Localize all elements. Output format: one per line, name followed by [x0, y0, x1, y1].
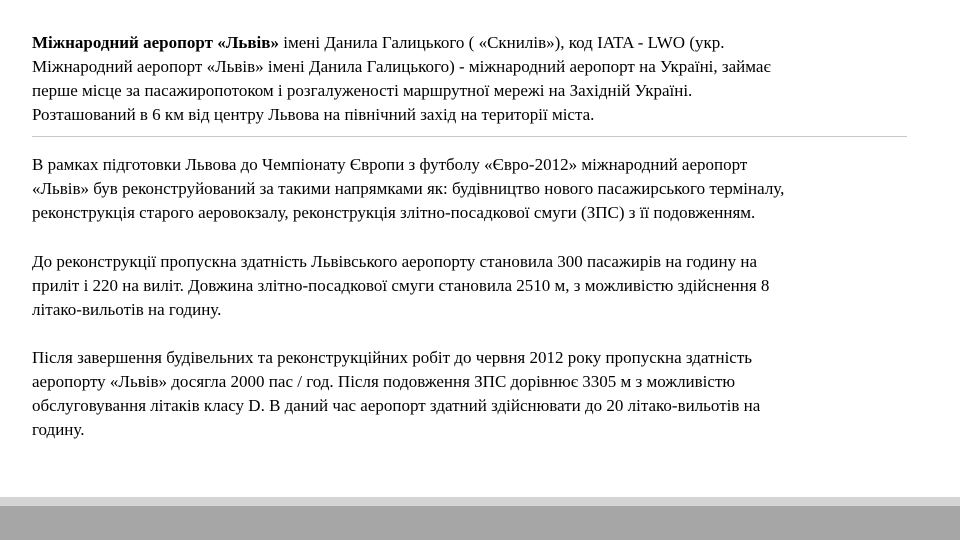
paragraph-euro-line-2: «Львів» був реконструйований за такими напрямками як: будівництво нового пасажирського терміналу,: [32, 179, 785, 198]
paragraph-intro: [32, 31, 771, 127]
paragraph-euro-2012: [32, 153, 784, 225]
airport-name-bold: Міжнародний аеропорт «Львів»: [32, 33, 279, 52]
paragraph-intro-line-2: Міжнародний аеропорт «Львів» імені Данила Галицького) - міжнародний аеропорт на Україні, займає: [32, 57, 771, 76]
paragraph-euro-line-3: реконструкція старого аеровокзалу, реконструкція злітно-посадкової смуги (ЗПС) з її подовженням.: [32, 203, 756, 222]
footer-band-light: [0, 497, 960, 506]
paragraph-before-line-2: приліт і 220 на виліт. Довжина злітно-посадкової смуги становила 2510 м, з можливістю здійснення 8: [32, 276, 770, 295]
paragraph-euro-line-1: В рамках підготовки Львова до Чемпіонату Європи з футболу «Євро-2012» міжнародний аеропорт: [32, 155, 748, 174]
paragraph-before-line-3: літако-вильотів на годину.: [32, 300, 222, 319]
paragraph-after-line-4: годину.: [32, 420, 85, 439]
paragraph-after-line-2: аеропорту «Львів» досягла 2000 пас / год. Після подовження ЗПС дорівнює 3305 м з можливістю: [32, 372, 736, 391]
paragraph-before-reconstruction: [32, 250, 769, 322]
paragraph-intro-line-4: Розташований в 6 км від центру Львова на північний захід на території міста.: [32, 105, 595, 124]
paragraph-after-reconstruction: [32, 346, 760, 442]
paragraph-after-line-3: обслуговування літаків класу D. В даний час аеропорт здатний здійснювати до 20 літако-вильотів на: [32, 396, 761, 415]
paragraph-after-line-1: Після завершення будівельних та реконструкційних робіт до червня 2012 року пропускна здатність: [32, 348, 753, 367]
footer-band-dark: [0, 506, 960, 540]
paragraph-intro-line-1: [32, 31, 771, 55]
divider-line: [32, 136, 907, 137]
paragraph-before-line-1: До реконструкції пропускна здатність Львівського аеропорту становила 300 пасажирів на годину на: [32, 252, 758, 271]
intro-line-1-rest: імені Данила Галицького ( «Скнилів»), код IATA - LWO (укр.: [278, 33, 725, 52]
paragraph-intro-line-3: перше місце за пасажиропотоком і розгалуженості маршрутної мережі на Західній Україні.: [32, 81, 693, 100]
